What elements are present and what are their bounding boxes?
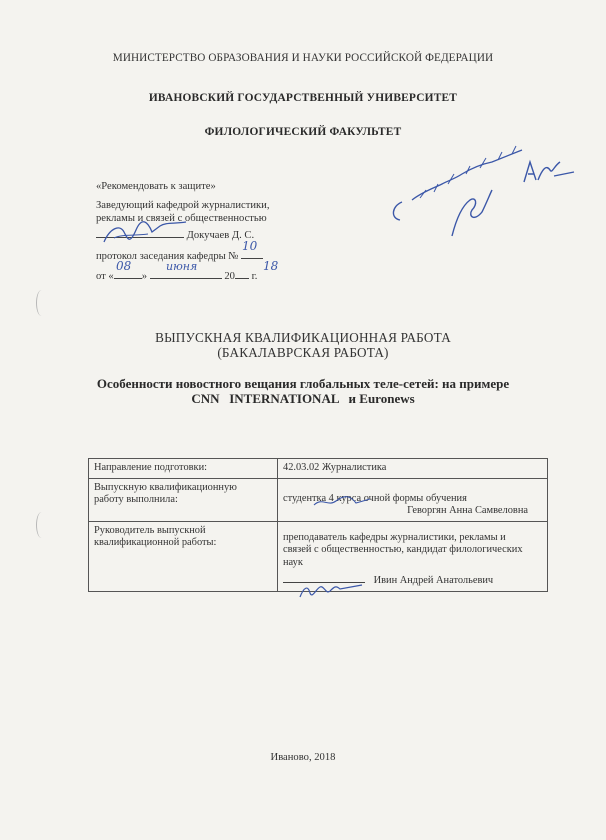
author-value — [278, 478, 548, 521]
protocol-line — [96, 247, 263, 263]
table-row — [89, 478, 548, 521]
work-topic — [0, 376, 606, 406]
supervisor-line2: связей с общественностью, кандидат филологических — [283, 544, 523, 555]
protocol-number-handwritten: 10 — [242, 239, 258, 253]
university-heading: ИВАНОВСКИЙ ГОСУДАРСТВЕННЫЙ УНИВЕРСИТЕТ — [148, 92, 458, 104]
supervisor-line3: наук — [283, 556, 303, 568]
supervisor-label-line1: Руководитель выпускной — [94, 524, 206, 536]
year-blank — [235, 267, 249, 279]
table-row — [89, 459, 548, 479]
work-type-line1: ВЫПУСКНАЯ КВАЛИФИКАЦИОННАЯ РАБОТА — [155, 330, 451, 345]
direction-label: Направление подготовки: — [89, 459, 278, 479]
protocol-label: протокол заседания кафедры № — [96, 251, 239, 262]
head-name: Докучаев Д. С. — [186, 230, 255, 241]
date-day-blank — [114, 267, 142, 279]
date-month-blank — [150, 267, 222, 279]
work-topic-line1: Особенности новостного вещания глобальных теле-сетей: на примере — [96, 376, 510, 391]
recommend-label: «Рекомендовать к защите» — [96, 181, 216, 192]
supervisor-value — [278, 521, 548, 591]
city-year: Иваново, 2018 — [270, 752, 336, 763]
scan-mark — [36, 512, 47, 538]
date-line — [96, 267, 257, 283]
date-quote-close: » — [141, 271, 148, 282]
year-end: г. — [251, 271, 258, 282]
year-handwritten: 18 — [263, 259, 279, 273]
faculty-heading: ФИЛОЛОГИЧЕСКИЙ ФАКУЛЬТЕТ — [204, 126, 402, 138]
work-type — [0, 330, 606, 360]
work-topic-line2: CNN INTERNATIONAL и Euronews — [191, 391, 415, 406]
ministry-heading: МИНИСТЕРСТВО ОБРАЗОВАНИЯ И НАУКИ РОССИЙСКОЙ ФЕДЕРАЦИИ — [112, 52, 494, 64]
supervisor-sign-line — [283, 571, 542, 588]
date-day-handwritten: 08 — [116, 259, 132, 273]
head-of-department-line1: Заведующий кафедрой журналистики, — [96, 200, 270, 211]
signature-blank — [96, 226, 184, 238]
author-label — [89, 478, 278, 521]
year-prefix: 20 — [224, 271, 235, 282]
date-from-label: от « — [96, 271, 114, 282]
supervisor-line1: преподаватель кафедры журналистики, рекламы и — [283, 531, 506, 543]
supervisor-name: Ивин Андрей Анатольевич — [373, 575, 494, 586]
supervisor-label-line2: квалификационной работы: — [94, 537, 217, 548]
scan-mark — [36, 290, 47, 316]
author-name: Геворгян Анна Самвеловна — [407, 505, 528, 516]
author-label-line2: работу выполнила: — [94, 494, 178, 505]
protocol-number-blank — [241, 247, 263, 259]
head-signature-line — [96, 226, 254, 242]
supervisor-label — [89, 521, 278, 591]
head-of-department-line2: рекламы и связей с общественностью — [96, 213, 267, 224]
supervisor-signature-blank — [283, 571, 365, 583]
author-label-line1: Выпускную квалификационную — [94, 481, 237, 493]
resolution-handwriting — [382, 140, 582, 250]
direction-value: 42.03.02 Журналистика — [278, 459, 548, 479]
work-type-line2: (БАКАЛАВРСКАЯ РАБОТА) — [217, 345, 389, 360]
table-row — [89, 521, 548, 591]
info-table — [88, 458, 548, 592]
author-status: студентка 4 курса очной формы обучения — [283, 492, 467, 504]
date-month-handwritten: июня — [166, 260, 198, 273]
